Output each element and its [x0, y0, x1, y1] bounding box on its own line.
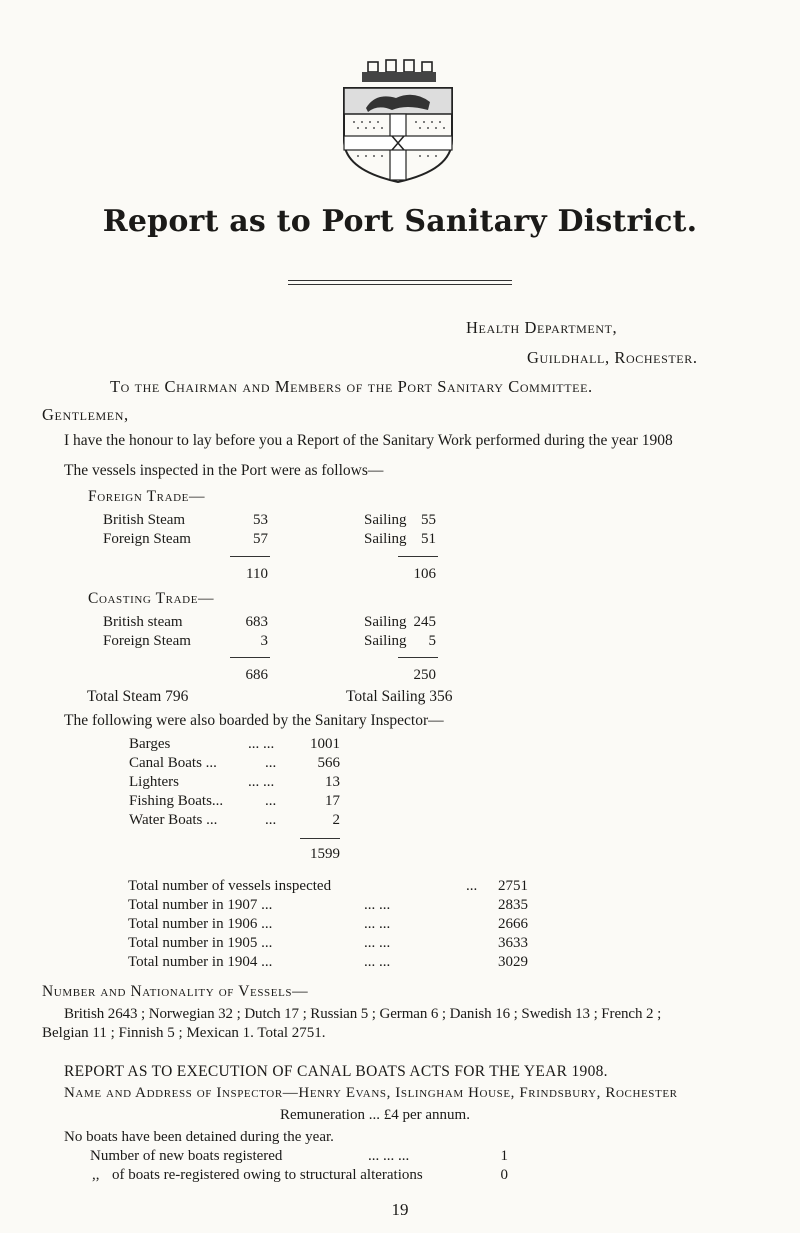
boarded-row-label: Barges — [129, 736, 171, 752]
foreign-row-sail-label: Sailing — [364, 531, 407, 547]
coasting-trade-heading: Coasting Trade— — [88, 590, 215, 607]
coasting-steam-total: 686 — [245, 667, 268, 683]
foreign-sail-sum-rule — [398, 556, 438, 557]
total-steam: Total Steam 796 — [87, 688, 189, 705]
yearly-row-dots: ... ... — [364, 916, 391, 932]
report-title: Report as to Port Sanitary District. — [102, 204, 698, 239]
yearly-row-label: Total number in 1906 ... — [128, 916, 273, 932]
boarded-row-dots: ... — [265, 793, 277, 809]
yearly-row-dots: ... ... — [364, 954, 391, 970]
boarded-row-label: Water Boats ... — [129, 812, 218, 828]
yearly-row-dots: ... ... — [364, 897, 391, 913]
foreign-row-sail: 51 — [421, 531, 436, 547]
foreign-row-label: Foreign Steam — [103, 531, 191, 547]
canal-report-heading: REPORT AS TO EXECUTION OF CANAL BOATS ACTS FOR THE YEAR 1908. — [64, 1063, 608, 1080]
coasting-row-label: Foreign Steam — [103, 633, 191, 649]
canal-detained: No boats have been detained during the year. — [64, 1129, 334, 1145]
yearly-row-value: 3633 — [498, 935, 528, 951]
boarded-row-dots: ... ... — [248, 736, 275, 752]
coasting-row-label: British steam — [103, 614, 183, 630]
boarded-row-value: 2 — [332, 812, 340, 828]
total-sailing: Total Sailing 356 — [346, 688, 453, 705]
yearly-row-value: 2835 — [498, 897, 528, 913]
department-address: Guildhall, Rochester. — [527, 348, 698, 367]
boarded-row-label: Canal Boats ... — [129, 755, 217, 771]
canal-row-value: 1 — [500, 1148, 508, 1164]
coasting-row-steam: 683 — [245, 614, 268, 630]
intro-paragraph: I have the honour to lay before you a Report of the Sanitary Work performed during the year 1908 — [64, 432, 673, 449]
foreign-row-sail: 55 — [421, 512, 436, 528]
coasting-row-steam: 3 — [260, 633, 268, 649]
boarded-total: 1599 — [310, 846, 340, 862]
boarded-row-dots: ... — [265, 812, 277, 828]
canal-remuneration: Remuneration ... £4 per annum. — [280, 1107, 470, 1123]
coasting-sail-total: 250 — [413, 667, 436, 683]
coasting-row-sail-label: Sailing — [364, 614, 407, 630]
yearly-row-value: 3029 — [498, 954, 528, 970]
salutation: Gentlemen, — [42, 405, 129, 424]
nationality-line: Belgian 11 ; Finnish 5 ; Mexican 1. Total 2751. — [42, 1025, 326, 1041]
title-divider-top — [288, 280, 512, 281]
boarded-row-value: 566 — [317, 755, 340, 771]
foreign-steam-total: 110 — [246, 566, 268, 582]
coasting-row-sail: 5 — [428, 633, 436, 649]
boarded-row-value: 17 — [325, 793, 340, 809]
canal-row-dots: ... ... ... — [368, 1148, 410, 1164]
boarded-row-value: 13 — [325, 774, 340, 790]
coasting-steam-sum-rule — [230, 657, 270, 658]
coasting-row-sail-label: Sailing — [364, 633, 407, 649]
boarded-row-value: 1001 — [310, 736, 340, 752]
yearly-row-value: 2666 — [498, 916, 528, 932]
foreign-row-steam: 53 — [253, 512, 268, 528]
foreign-steam-sum-rule — [230, 556, 270, 557]
foreign-row-steam: 57 — [253, 531, 268, 547]
yearly-row-label: Total number in 1904 ... — [128, 954, 273, 970]
boarded-row-dots: ... — [265, 755, 277, 771]
canal-row-value: 0 — [500, 1167, 508, 1183]
title-divider-bottom — [288, 284, 512, 285]
canal-row-label: of boats re-registered owing to structural alterations — [112, 1167, 423, 1183]
department-name: Health Department, — [466, 318, 618, 337]
boarded-row-dots: ... ... — [248, 774, 275, 790]
nationality-line: British 2643 ; Norwegian 32 ; Dutch 17 ; Russian 5 ; German 6 ; Danish 16 ; Swedish 13 ; French 2 ; — [64, 1006, 662, 1022]
canal-row-label: Number of new boats registered — [90, 1148, 283, 1164]
yearly-row-label: Total number in 1905 ... — [128, 935, 273, 951]
yearly-row-value: 2751 — [498, 878, 528, 894]
yearly-row-label: Total number in 1907 ... — [128, 897, 273, 913]
yearly-row-dots: ... ... — [364, 935, 391, 951]
city-crest-emblem — [336, 58, 460, 184]
yearly-row-dots: ... — [466, 878, 478, 894]
addressee-line: To the Chairman and Members of the Port Sanitary Committee. — [110, 377, 593, 396]
boarded-row-label: Lighters — [129, 774, 179, 790]
nationality-heading: Number and Nationality of Vessels— — [42, 983, 309, 1000]
foreign-sail-total: 106 — [413, 566, 436, 582]
foreign-row-sail-label: Sailing — [364, 512, 407, 528]
foreign-row-label: British Steam — [103, 512, 186, 528]
boarded-intro: The following were also boarded by the Sanitary Inspector— — [64, 712, 444, 729]
vessels-intro: The vessels inspected in the Port were as follows— — [64, 462, 384, 479]
coasting-row-sail: 245 — [413, 614, 436, 630]
canal-row-prefix: ,, — [92, 1167, 100, 1183]
foreign-trade-heading: Foreign Trade— — [88, 488, 206, 505]
canal-inspector: Name and Address of Inspector—Henry Evans, Islingham House, Frindsbury, Rochester — [64, 1085, 678, 1101]
boarded-row-label: Fishing Boats... — [129, 793, 224, 809]
coasting-sail-sum-rule — [398, 657, 438, 658]
boarded-sum-rule — [300, 838, 340, 839]
page-number: 19 — [391, 1200, 409, 1219]
yearly-row-label: Total number of vessels inspected — [128, 878, 332, 894]
